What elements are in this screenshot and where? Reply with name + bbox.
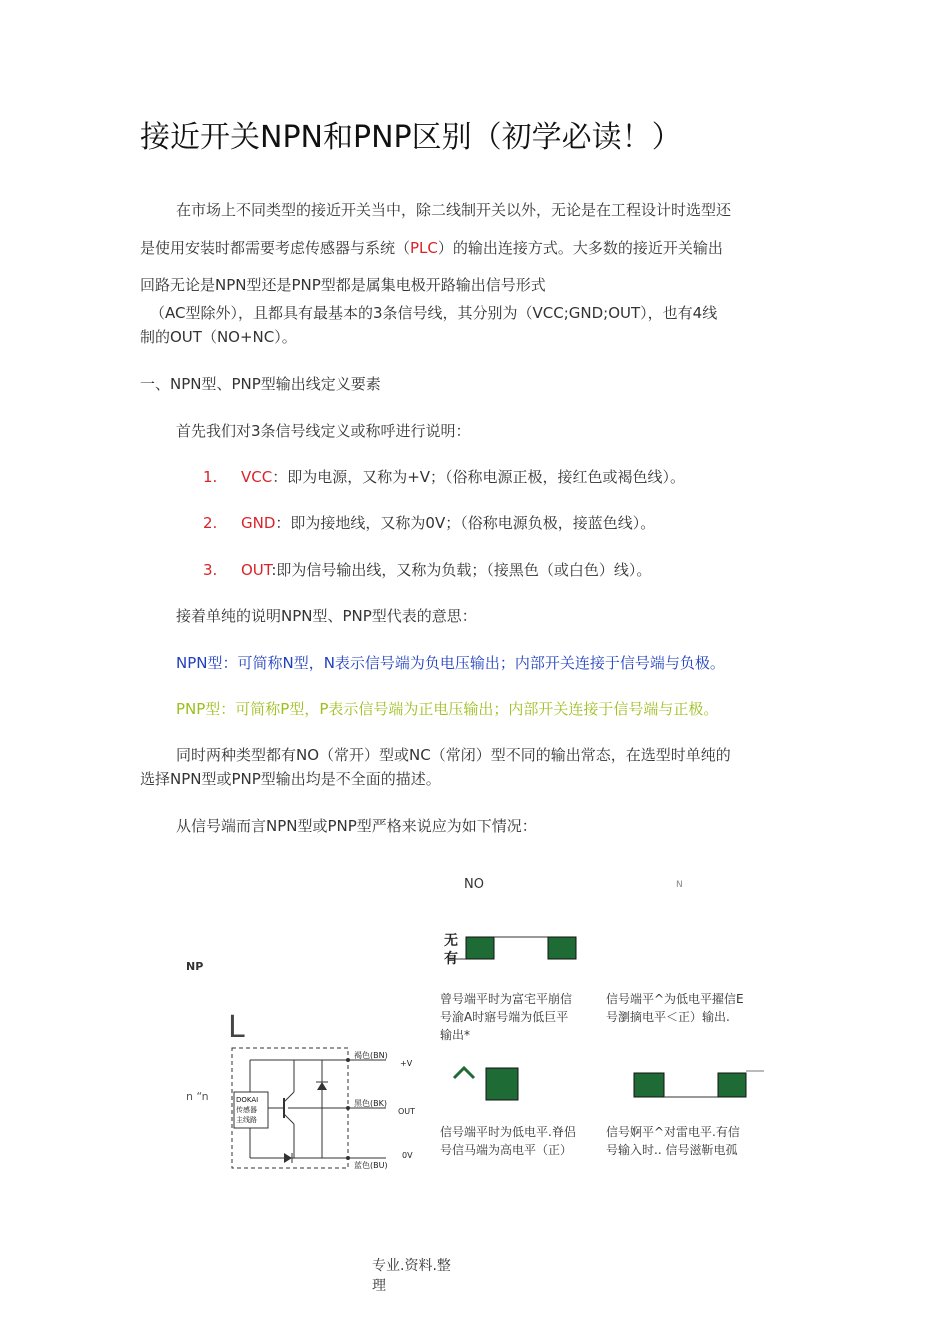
definition-number: 3.: [203, 561, 218, 579]
definition-number: 2.: [203, 514, 218, 532]
caption-line: 号信马端为高电平（正）: [440, 1143, 573, 1157]
definition-gnd: [203, 511, 655, 535]
signal-block: [466, 937, 494, 959]
intro-line-2-b: ）的输出连接方式。大多数的接近开关输出: [437, 239, 723, 257]
wire-terminal-label: +V: [400, 1059, 413, 1068]
definition-name: OUT: [241, 561, 272, 579]
caption-line: 号瀏摘电平＜正）输出.: [606, 1010, 730, 1024]
definition-out: [203, 558, 651, 582]
footer-line-1: 专业.资料.整: [372, 1258, 451, 1274]
caret-mark: [454, 1068, 474, 1078]
caption-line: 曾号端平时为富宅平崩信: [440, 992, 573, 1006]
section-heading: 一、NPN型、PNP型输出线定义要素: [140, 375, 381, 393]
pnp-definition: PNP型：可简称P型，P表示信号端为正电压输出；内部开关连接于信号端与正极。: [176, 700, 719, 718]
definition-name: VCC: [241, 468, 273, 486]
wire-color-label: 蓝色(BU): [354, 1161, 388, 1170]
wire-color-label: 褐色(BN): [354, 1051, 388, 1060]
signal-block: [486, 1068, 518, 1100]
explain-intro: 接着单纯的说明NPN型、PNP型代表的意思：: [176, 607, 477, 625]
diode-icon: [284, 1153, 292, 1163]
npn-circuit-diagram: [226, 1040, 426, 1175]
both-types-line-1: 同时两种类型都有NO（常开）型或NC（常闭）型不同的输出常态，在选型时单纯的: [176, 746, 731, 764]
definition-text: :即为信号输出线，又称为负载；（接黑色（或白色）线）。: [271, 561, 652, 579]
device-label: 传感器: [236, 1106, 257, 1114]
caption-line: 输出*: [440, 1028, 471, 1042]
definition-intro: 首先我们对3条信号线定义或称呼进行说明：: [176, 422, 471, 440]
signal-block: [548, 937, 576, 959]
plc-text: PLC: [410, 239, 438, 257]
caption-line: 号渝A时寤号端为低巨平: [440, 1010, 569, 1024]
footer-line-2: 理: [372, 1278, 386, 1294]
transistor-collector: [284, 1092, 294, 1102]
caption-line: 号输入时.. 信号滋靳电孤: [606, 1143, 738, 1157]
wire-color-label: 黑色(BK): [354, 1099, 387, 1108]
signal-block: [718, 1073, 746, 1097]
label-n: N: [676, 880, 683, 890]
terminal-dot: [346, 1156, 350, 1160]
signal-intro: 从信号端而言NPN型或PNP型严格来说应为如下情况：: [176, 817, 537, 835]
label-you: 有: [444, 951, 458, 967]
wire-terminal-label: OUT: [398, 1107, 416, 1116]
definition-name: GND: [241, 514, 276, 532]
both-types-line-2: 选择NPN型或PNP型输出均是不全面的描述。: [140, 770, 441, 788]
intro-line-1: 在市场上不同类型的接近开关当中，除二线制开关以外，无论是在工程设计时选型还: [176, 201, 732, 219]
caption-bottom-right: [606, 1123, 766, 1157]
caption-top-right: [606, 990, 766, 1026]
zener-diode-icon: [317, 1082, 327, 1090]
label-np: NP: [186, 960, 204, 973]
label-no: NO: [464, 877, 484, 892]
definition-number: 1.: [203, 468, 218, 486]
caption-top-left: [440, 990, 592, 1042]
intro-line-5: 制的OUT（NO+NC）。: [140, 328, 297, 346]
caption-line: 信号婀平^对雷电平.有信: [606, 1125, 740, 1139]
intro-line-4: （AC型除外），且都具有最基本的3条信号线，其分别为（VCC;GND;OUT），也有4线: [150, 304, 718, 322]
intro-line-3: 回路无论是NPN型还是PNP型都是属集电极开路输出信号形式: [140, 276, 546, 294]
label-wu: 无: [444, 933, 458, 949]
intro-line-2-a: 是使用安装时都需要考虑传感器与系统（: [140, 239, 411, 257]
caption-line: 信号端平^为低电平擢信E: [606, 992, 744, 1006]
caption-bottom-left: [440, 1123, 592, 1157]
device-label: DOKAI: [236, 1096, 259, 1104]
definition-text: ：即为电源，又称为+V；（俗称电源正极，接红色或褐色线）。: [272, 468, 686, 486]
definition-text: ：即为接地线，又称为0V；（俗称电源负极，接蓝色线）。: [275, 514, 656, 532]
caption-line: 信号端平时为低电平.脊侣: [440, 1125, 576, 1139]
signal-block: [634, 1073, 664, 1097]
definition-vcc: [203, 465, 685, 489]
npn-definition: NPN型：可简称N型，N表示信号端为负电压输出；内部开关连接于信号端与负极。: [176, 654, 725, 672]
terminal-dot: [346, 1058, 350, 1062]
footer: [372, 1256, 451, 1296]
wire-terminal-label: 0V: [402, 1151, 413, 1160]
stray-mark: n “n: [186, 1090, 209, 1103]
intro-line-2: [140, 236, 723, 260]
page-title: 接近开关NPN和PNP区别（初学必读！）: [140, 120, 682, 155]
label-l: L: [228, 1010, 245, 1045]
transistor-emitter: [284, 1114, 294, 1124]
terminal-dot: [346, 1106, 350, 1110]
device-label: 主线路: [236, 1116, 257, 1124]
